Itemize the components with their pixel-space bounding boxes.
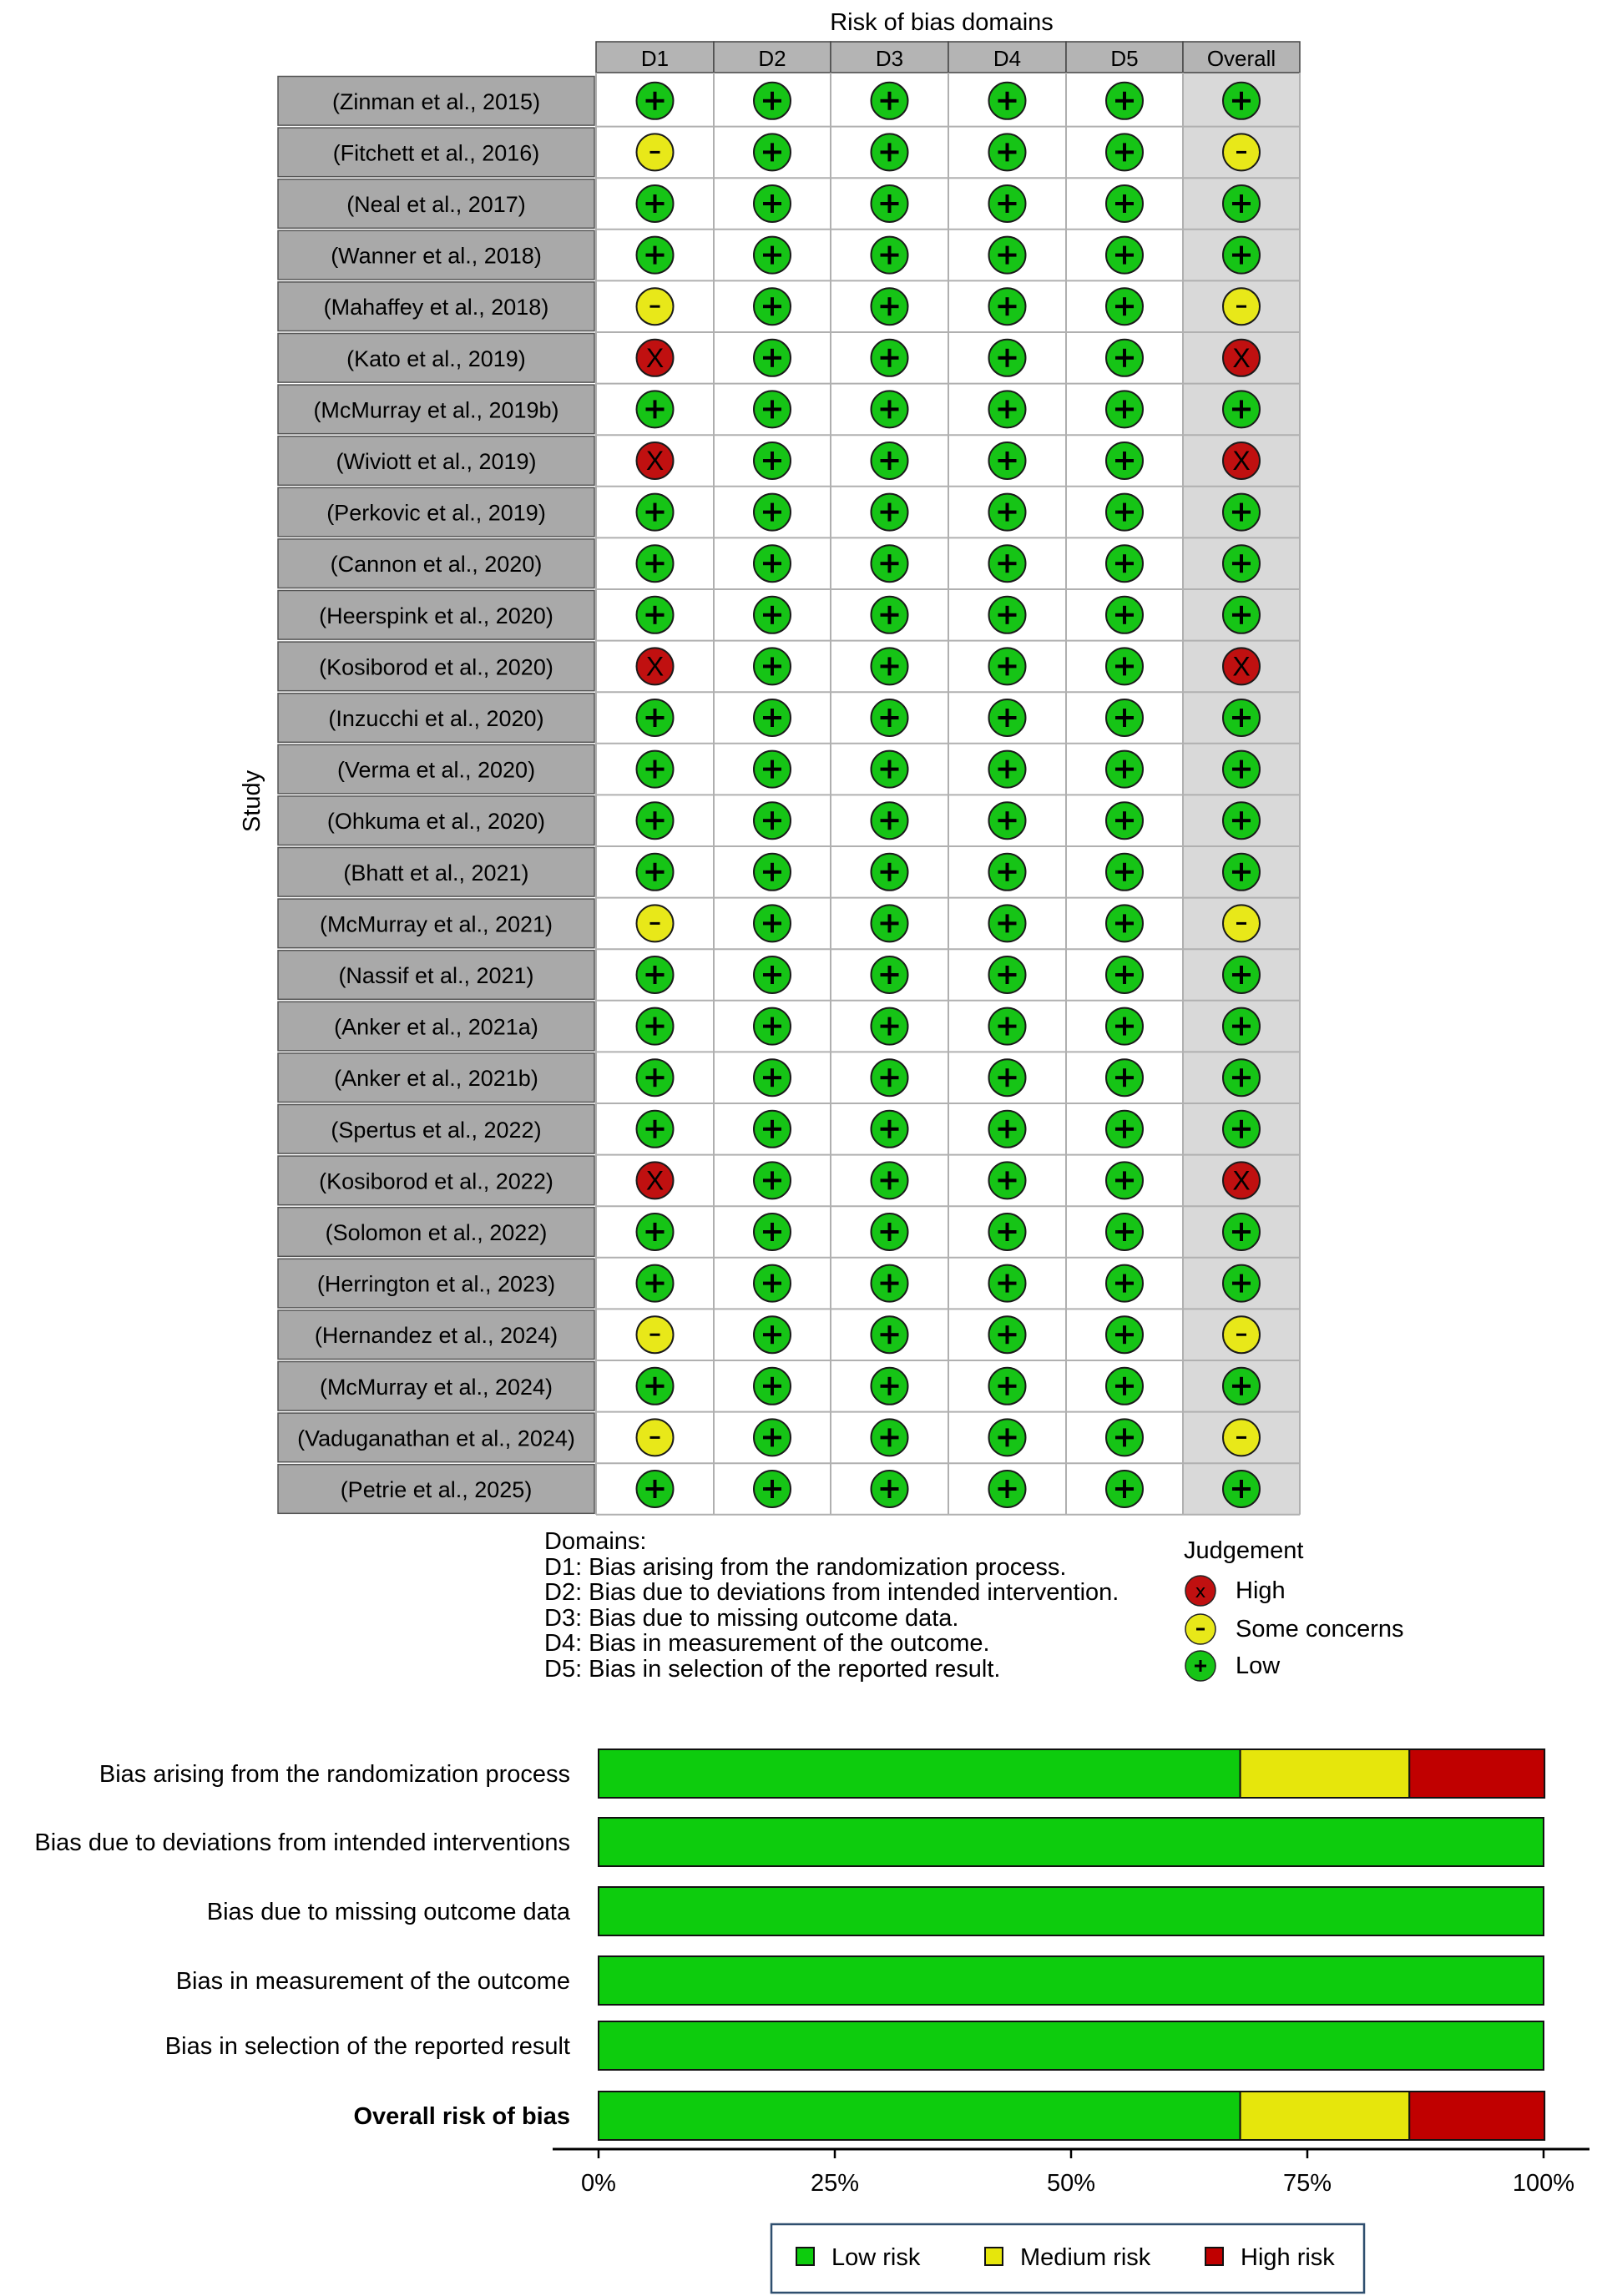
- judgement-low-icon: [872, 1059, 908, 1096]
- judgement-low-icon: [989, 1419, 1026, 1456]
- judgement-low-icon: [989, 494, 1026, 531]
- judgement-legend-low-label: Low: [1236, 1653, 1281, 1679]
- judgement-low-icon: [1106, 1368, 1143, 1405]
- x-tick-label: 75%: [1282, 2170, 1332, 2197]
- judgement-low-icon: [989, 237, 1026, 274]
- judgement-some-icon: [1223, 288, 1260, 325]
- judgement-low-icon: [989, 1111, 1026, 1148]
- study-label: (Anker et al., 2021b): [334, 1066, 538, 1092]
- judgement-low-icon: [754, 1008, 791, 1045]
- judgement-low-icon: [872, 185, 908, 222]
- judgement-low-icon: [989, 83, 1026, 119]
- low-risk-icon: [1184, 1649, 1217, 1683]
- judgement-high-icon: [1223, 442, 1260, 479]
- judgement-low-icon: [637, 854, 674, 891]
- category-label: Bias due to deviations from intended interventions: [34, 1829, 570, 1856]
- judgement-low-icon: [754, 1214, 791, 1250]
- judgement-low-icon: [1106, 802, 1143, 839]
- domains-legend-d5: D5: Bias in selection of the reported result.: [544, 1655, 1001, 1683]
- bar-segment: [599, 1818, 1544, 1866]
- judgement-low-icon: [872, 597, 908, 633]
- judgement-low-icon: [1223, 699, 1260, 736]
- judgement-low-icon: [1106, 1111, 1143, 1148]
- judgement-low-icon: [1106, 854, 1143, 891]
- judgement-low-icon: [1223, 1008, 1260, 1045]
- judgement-low-icon: [1223, 1214, 1260, 1250]
- study-label: (Nassif et al., 2021): [338, 963, 534, 988]
- judgement-low-icon: [1106, 134, 1143, 170]
- judgement-low-icon: [989, 545, 1026, 582]
- judgement-low-icon: [754, 442, 791, 479]
- judgement-low-icon: [1106, 956, 1143, 993]
- x-tick-label: 100%: [1512, 2170, 1575, 2197]
- domains-legend-d1: D1: Bias arising from the randomization process.: [544, 1553, 1067, 1581]
- judgement-low-icon: [637, 1214, 674, 1250]
- judgement-low-icon: [989, 597, 1026, 633]
- svg-text:X: X: [1232, 446, 1251, 476]
- judgement-low-icon: [1223, 185, 1260, 222]
- judgement-low-icon: [754, 494, 791, 531]
- judgement-low-icon: [872, 1419, 908, 1456]
- bar-legend-swatch: [796, 2248, 814, 2265]
- svg-text:X: X: [645, 1165, 665, 1196]
- judgement-high-icon: [637, 648, 674, 684]
- judgement-low-icon: [754, 597, 791, 633]
- high-risk-icon: [1184, 1574, 1217, 1607]
- judgement-high-icon: [1223, 648, 1260, 684]
- judgement-low-icon: [637, 83, 674, 119]
- judgement-low-icon: [637, 597, 674, 633]
- judgement-some-icon: [637, 288, 674, 325]
- study-label: (Verma et al., 2020): [336, 757, 536, 783]
- bar-segment: [599, 1956, 1544, 2005]
- judgement-low-icon: [1106, 699, 1143, 736]
- judgement-low-icon: [1106, 1162, 1143, 1198]
- study-label: (Kosiborod et al., 2020): [319, 654, 553, 680]
- judgement-low-icon: [637, 1111, 674, 1148]
- judgement-some-icon: [637, 1316, 674, 1353]
- judgement-low-icon: [872, 1471, 908, 1507]
- study-label: (Spertus et al., 2022): [331, 1117, 542, 1143]
- study-label: (Cannon et al., 2020): [330, 552, 543, 578]
- judgement-high-icon: [1223, 340, 1260, 376]
- study-label: (McMurray et al., 2024): [319, 1374, 553, 1400]
- judgement-low-icon: [989, 1162, 1026, 1198]
- judgement-legend-some-label: Some concerns: [1236, 1616, 1404, 1643]
- judgement-low-icon: [989, 185, 1026, 222]
- judgement-low-icon: [754, 854, 791, 891]
- judgement-high-icon: [637, 1162, 674, 1198]
- judgement-low-icon: [637, 1265, 674, 1302]
- domains-legend-title: Domains:: [544, 1528, 647, 1555]
- judgement-low-icon: [1223, 494, 1260, 531]
- judgement-low-icon: [754, 83, 791, 119]
- study-label: (Wiviott et al., 2019): [336, 449, 537, 474]
- judgement-low-icon: [989, 905, 1026, 941]
- study-label: (Petrie et al., 2025): [340, 1477, 533, 1502]
- x-tick-label: 50%: [1046, 2170, 1096, 2197]
- judgement-some-icon: [1223, 134, 1260, 170]
- judgement-low-icon: [754, 134, 791, 170]
- judgement-low-icon: [872, 699, 908, 736]
- judgement-legend-high-label: High: [1236, 1577, 1286, 1604]
- study-label: (Wanner et al., 2018): [331, 243, 542, 269]
- judgement-low-icon: [637, 802, 674, 839]
- judgement-some-icon: [1223, 905, 1260, 941]
- domains-title: Risk of bias domains: [830, 9, 1054, 36]
- judgement-low-icon: [754, 1368, 791, 1405]
- judgement-low-icon: [637, 1368, 674, 1405]
- judgement-low-icon: [1106, 83, 1143, 119]
- judgement-low-icon: [1223, 237, 1260, 274]
- study-label: (Zinman et al., 2015): [331, 88, 541, 114]
- study-label: (Neal et al., 2017): [346, 192, 526, 217]
- judgement-low-icon: [1106, 1316, 1143, 1353]
- judgement-low-icon: [872, 1214, 908, 1250]
- judgement-low-icon: [872, 1368, 908, 1405]
- category-label: Bias in selection of the reported result: [164, 2033, 570, 2060]
- svg-text:X: X: [645, 446, 665, 476]
- judgement-low-icon: [1106, 237, 1143, 274]
- judgement-low-icon: [754, 956, 791, 993]
- judgement-legend-title: Judgement: [1184, 1537, 1304, 1564]
- judgement-low-icon: [989, 699, 1026, 736]
- judgement-low-icon: [1223, 854, 1260, 891]
- judgement-low-icon: [1106, 1265, 1143, 1302]
- judgement-low-icon: [872, 1162, 908, 1198]
- study-label: (Kato et al., 2019): [346, 346, 526, 371]
- domains-legend-d2: D2: Bias due to deviations from intended intervention.: [544, 1579, 1119, 1606]
- svg-text:X: X: [1232, 342, 1251, 373]
- study-label: (McMurray et al., 2019b): [313, 397, 559, 423]
- bar-segment: [599, 1749, 1241, 1798]
- svg-text:X: X: [645, 651, 665, 682]
- judgement-low-icon: [637, 494, 674, 531]
- judgement-low-icon: [1223, 956, 1260, 993]
- judgement-low-icon: [754, 1471, 791, 1507]
- svg-text:X: X: [1232, 651, 1251, 682]
- judgement-low-icon: [1223, 1265, 1260, 1302]
- judgement-some-icon: [637, 134, 674, 170]
- judgement-low-icon: [637, 1008, 674, 1045]
- domains-legend-d3: D3: Bias due to missing outcome data.: [544, 1604, 959, 1632]
- study-label: (Mahaffey et al., 2018): [323, 295, 549, 320]
- judgement-high-icon: [637, 442, 674, 479]
- judgement-low-icon: [1106, 545, 1143, 582]
- domains-legend: [544, 1529, 1119, 1682]
- judgement-low-icon: [1223, 802, 1260, 839]
- bar-legend-label: Medium risk: [1020, 2244, 1151, 2271]
- judgement-low-icon: [637, 751, 674, 788]
- judgement-low-icon: [754, 699, 791, 736]
- bar-segment: [1409, 1749, 1544, 1798]
- judgement-some-icon: [1223, 1419, 1260, 1456]
- study-label: (Inzucchi et al., 2020): [328, 706, 544, 731]
- judgement-low-icon: [1106, 751, 1143, 788]
- study-label: (Herrington et al., 2023): [316, 1271, 556, 1297]
- study-axis-label: Study: [239, 770, 265, 833]
- category-label: Overall risk of bias: [353, 2103, 570, 2130]
- bar-legend-swatch: [985, 2248, 1003, 2265]
- column-header: D5: [1110, 46, 1139, 71]
- judgement-low-icon: [754, 648, 791, 684]
- judgement-low-icon: [989, 1368, 1026, 1405]
- judgement-low-icon: [1106, 597, 1143, 633]
- judgement-low-icon: [1106, 648, 1143, 684]
- judgement-low-icon: [1223, 1368, 1260, 1405]
- study-label: (Fitchett et al., 2016): [332, 140, 540, 166]
- judgement-low-icon: [754, 905, 791, 941]
- judgement-low-icon: [1106, 391, 1143, 427]
- study-label: (Ohkuma et al., 2020): [326, 809, 546, 835]
- judgement-low-icon: [754, 1316, 791, 1353]
- judgement-low-icon: [754, 545, 791, 582]
- domains-legend-d4: D4: Bias in measurement of the outcome.: [544, 1630, 990, 1657]
- judgement-low-icon: [1106, 1214, 1143, 1250]
- judgement-low-icon: [872, 956, 908, 993]
- judgement-low-icon: [872, 494, 908, 531]
- study-label: (Solomon et al., 2022): [325, 1220, 548, 1245]
- judgement-some-icon: [637, 1419, 674, 1456]
- judgement-low-icon: [1223, 545, 1260, 582]
- judgement-low-icon: [872, 545, 908, 582]
- judgement-low-icon: [754, 391, 791, 427]
- judgement-some-icon: [637, 905, 674, 941]
- judgement-low-icon: [754, 1111, 791, 1148]
- judgement-low-icon: [1106, 185, 1143, 222]
- study-label: (Anker et al., 2021a): [334, 1014, 538, 1040]
- judgement-low-icon: [754, 1059, 791, 1096]
- judgement-low-icon: [637, 1059, 674, 1096]
- study-label: (McMurray et al., 2021): [319, 911, 553, 937]
- judgement-low-icon: [754, 1419, 791, 1456]
- judgement-low-icon: [754, 288, 791, 325]
- x-tick-label: 25%: [810, 2170, 860, 2197]
- bar-legend: [771, 2224, 1364, 2293]
- judgement-low-icon: [872, 340, 908, 376]
- judgement-low-icon: [872, 83, 908, 119]
- judgement-low-icon: [754, 751, 791, 788]
- judgement-low-icon: [989, 1214, 1026, 1250]
- column-header: Overall: [1206, 46, 1276, 71]
- judgement-low-icon: [872, 1316, 908, 1353]
- judgement-low-icon: [989, 751, 1026, 788]
- judgement-low-icon: [989, 956, 1026, 993]
- judgement-low-icon: [872, 1111, 908, 1148]
- judgement-low-icon: [1106, 905, 1143, 941]
- judgement-low-icon: [872, 288, 908, 325]
- judgement-low-icon: [1106, 494, 1143, 531]
- judgement-low-icon: [872, 237, 908, 274]
- bar-legend-label: Low risk: [831, 2244, 921, 2271]
- judgement-low-icon: [637, 391, 674, 427]
- judgement-low-icon: [989, 1316, 1026, 1353]
- judgement-low-icon: [872, 905, 908, 941]
- bar-segment: [1241, 2092, 1410, 2140]
- study-label: (Hernandez et al., 2024): [314, 1323, 558, 1349]
- judgement-low-icon: [754, 802, 791, 839]
- judgement-low-icon: [989, 442, 1026, 479]
- judgement-low-icon: [1106, 1471, 1143, 1507]
- svg-text:X: X: [1232, 1165, 1251, 1196]
- judgement-low-icon: [872, 134, 908, 170]
- column-header: D3: [875, 46, 904, 71]
- judgement-low-icon: [872, 391, 908, 427]
- x-tick-label: 0%: [581, 2170, 616, 2197]
- judgement-low-icon: [1106, 442, 1143, 479]
- judgement-low-icon: [754, 340, 791, 376]
- judgement-low-icon: [637, 237, 674, 274]
- judgement-low-icon: [989, 134, 1026, 170]
- judgement-some-icon: [1223, 1316, 1260, 1353]
- judgement-low-icon: [989, 391, 1026, 427]
- study-label: (Bhatt et al., 2021): [343, 860, 529, 886]
- judgement-low-icon: [1106, 340, 1143, 376]
- judgement-low-icon: [637, 185, 674, 222]
- judgement-low-icon: [637, 699, 674, 736]
- column-header: D4: [993, 46, 1022, 71]
- column-header: D1: [640, 46, 670, 71]
- bar-segment: [1409, 2092, 1544, 2140]
- bar-segment: [599, 2021, 1544, 2070]
- category-label: Bias due to missing outcome data: [206, 1899, 570, 1925]
- judgement-low-icon: [1223, 751, 1260, 788]
- column-header: D2: [758, 46, 786, 71]
- judgement-low-icon: [1223, 1059, 1260, 1096]
- study-label: (Heerspink et al., 2020): [319, 603, 553, 628]
- bar-segment: [1241, 1749, 1410, 1798]
- judgement-low-icon: [989, 340, 1026, 376]
- judgement-high-icon: [637, 340, 674, 376]
- bar-legend-swatch: [1205, 2248, 1223, 2265]
- judgement-low-icon: [872, 442, 908, 479]
- judgement-low-icon: [989, 288, 1026, 325]
- judgement-low-icon: [1223, 83, 1260, 119]
- bars: [34, 1749, 1544, 2140]
- judgement-low-icon: [754, 237, 791, 274]
- judgement-low-icon: [637, 1471, 674, 1507]
- judgement-low-icon: [989, 1471, 1026, 1507]
- judgement-low-icon: [1106, 1059, 1143, 1096]
- judgement-low-icon: [872, 854, 908, 891]
- judgement-low-icon: [872, 751, 908, 788]
- judgement-low-icon: [1106, 1008, 1143, 1045]
- category-label: Bias arising from the randomization process: [99, 1761, 570, 1788]
- judgement-low-icon: [1223, 597, 1260, 633]
- judgement-low-icon: [989, 1008, 1026, 1045]
- judgement-low-icon: [989, 854, 1026, 891]
- bar-legend-label: High risk: [1241, 2244, 1335, 2271]
- judgement-low-icon: [754, 185, 791, 222]
- bar-segment: [599, 1887, 1544, 1935]
- judgement-low-icon: [989, 802, 1026, 839]
- svg-text:X: X: [645, 342, 665, 373]
- judgement-low-icon: [754, 1265, 791, 1302]
- judgement-low-icon: [989, 1059, 1026, 1096]
- judgement-low-icon: [989, 648, 1026, 684]
- judgement-low-icon: [754, 1162, 791, 1198]
- study-label: (Kosiborod et al., 2022): [319, 1168, 553, 1194]
- bar-segment: [599, 2092, 1241, 2140]
- judgement-low-icon: [872, 648, 908, 684]
- x-axis-ticks: [581, 2149, 1574, 2197]
- judgement-low-icon: [1106, 288, 1143, 325]
- summary-bar-chart: [0, 1694, 1597, 2296]
- study-label: (Perkovic et al., 2019): [326, 500, 546, 526]
- category-label: Bias in measurement of the outcome: [175, 1968, 570, 1995]
- some-concerns-icon: [1184, 1612, 1217, 1646]
- judgement-low-icon: [1106, 1419, 1143, 1456]
- svg-text:x: x: [1195, 1582, 1206, 1602]
- judgement-low-icon: [1223, 1111, 1260, 1148]
- grid: [278, 42, 1300, 1515]
- judgement-high-icon: [1223, 1162, 1260, 1198]
- judgement-low-icon: [872, 802, 908, 839]
- judgement-low-icon: [1223, 391, 1260, 427]
- judgement-low-icon: [872, 1008, 908, 1045]
- judgement-low-icon: [989, 1265, 1026, 1302]
- judgement-low-icon: [637, 956, 674, 993]
- judgement-low-icon: [872, 1265, 908, 1302]
- judgement-low-icon: [637, 545, 674, 582]
- study-label: (Vaduganathan et al., 2024): [297, 1426, 575, 1451]
- judgement-low-icon: [1223, 1471, 1260, 1507]
